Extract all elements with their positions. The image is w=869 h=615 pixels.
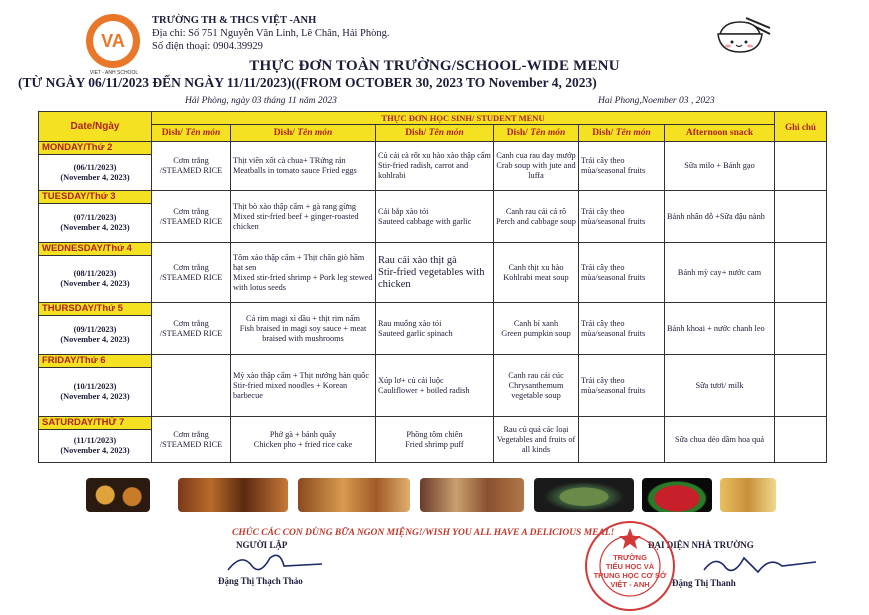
dish-main-line: Thịt viên xốt cà chua+ TRứng rán xyxy=(233,156,346,165)
dish-fruit xyxy=(579,417,665,463)
day-date xyxy=(39,256,152,303)
school-phone: Số điện thoại: 0904.39929 xyxy=(152,41,263,52)
note-cell xyxy=(775,355,827,417)
day-name: MONDAY/Thứ 2 xyxy=(39,142,152,155)
dish-fruit xyxy=(579,243,665,303)
dish-main-line: Tôm xào thập cẩm + Thịt chân giò hầm hạt sen xyxy=(233,252,365,272)
day-name: THURSDAY/Thứ 5 xyxy=(39,303,152,316)
header-note: Ghi chú xyxy=(775,112,827,142)
header-dish-name: Tên món xyxy=(297,128,333,138)
dish-side-line: Củ cải cà rốt xu hào xào thập cẩm xyxy=(378,151,491,160)
dish-soup xyxy=(494,355,579,417)
header-dish-rice xyxy=(152,125,231,142)
header-dish-label: Dish/ xyxy=(405,128,427,138)
day-row-head xyxy=(39,303,827,316)
header-dish-label: Dish/ xyxy=(161,128,183,138)
dish-soup xyxy=(494,142,579,191)
dish-fruit xyxy=(579,303,665,355)
header-dish-label: Dish/ xyxy=(273,128,295,138)
header-dish-label: Dish/ xyxy=(592,128,614,138)
stamp-line: VIỆT - ANH xyxy=(610,580,650,589)
dish-soup-line: Green pumpkin soup xyxy=(501,328,571,338)
dish-snack xyxy=(665,142,775,191)
signer-right-name: Đặng Thị Thanh xyxy=(672,578,736,588)
food-photo-grilled-meat xyxy=(178,478,288,512)
dish-fruit-line: Trái cây theo mùa/seasonal fruits xyxy=(581,318,646,338)
dish-soup xyxy=(494,417,579,463)
dish-rice xyxy=(152,417,231,463)
dish-side-line: Rau cải xào thịt gà xyxy=(378,254,457,266)
dish-side xyxy=(376,303,494,355)
header-dish-fruit xyxy=(579,125,665,142)
signer-right-title: ĐẠI DIỆN NHÀ TRƯỜNG xyxy=(648,540,754,550)
header-dish-soup xyxy=(494,125,579,142)
dish-main-line: Mỳ xào thập cẩm + Thịt nướng hàn quốc xyxy=(233,370,369,380)
dish-main-line: Thịt bò xào thập cẩm + gà rang gừng xyxy=(233,201,356,211)
note-cell xyxy=(775,303,827,355)
day-date-vn: (07/11/2023) xyxy=(73,213,117,222)
day-date xyxy=(39,430,152,463)
dish-fruit-line: Trái cây theo mùa/seasonal fruits xyxy=(581,262,646,282)
dish-soup-line: Canh rau cải cá rô xyxy=(505,206,567,216)
food-photo-watermelon xyxy=(642,478,712,512)
stamp-line: TRƯỜNG xyxy=(613,553,647,562)
day-date xyxy=(39,316,152,355)
dish-soup xyxy=(494,243,579,303)
dish-rice xyxy=(152,243,231,303)
dish-side xyxy=(376,355,494,417)
dish-soup-line: Crab soup with jute and luffa xyxy=(496,161,576,180)
dish-side xyxy=(376,142,494,191)
signature-left xyxy=(222,548,332,578)
dish-soup xyxy=(494,303,579,355)
dish-main-line: Mixed stir-fried beef + ginger-roasted chicken xyxy=(233,211,359,231)
dish-main-line: Chicken pho + fried rice cake xyxy=(253,439,353,449)
dish-soup-line: Kohlrabi meat soup xyxy=(503,272,569,282)
dish-snack xyxy=(665,191,775,243)
day-date-vn: (06/11/2023) xyxy=(73,162,117,172)
dish-side-line: Rau muống xào tỏi xyxy=(378,318,442,328)
dish-rice-en: /STEAMED RICE xyxy=(159,166,223,175)
dish-soup-line: Canh thịt xu hào xyxy=(508,262,564,272)
dish-main xyxy=(231,142,376,191)
dish-fruit xyxy=(579,355,665,417)
dish-rice-vn: Cơm trắng xyxy=(173,262,209,272)
dish-snack xyxy=(665,355,775,417)
day-date-en: (November 4, 2023) xyxy=(60,335,130,344)
dish-side-line: Stir-fried vegetables with chicken xyxy=(378,266,485,290)
day-date-en: (November 4, 2023) xyxy=(60,172,130,182)
dish-soup-line: Vegetables and fruits of all kinds xyxy=(496,434,576,454)
day-date-en: (November 4, 2023) xyxy=(60,223,130,232)
header-row-top xyxy=(39,112,827,125)
food-photo-soup-bowls xyxy=(86,478,150,512)
header-dish-name: Tên món xyxy=(185,128,221,138)
dish-main xyxy=(231,243,376,303)
menu-body xyxy=(39,142,827,463)
dish-side-line: Phồng tôm chiên xyxy=(406,429,463,439)
signer-left-name: Đặng Thị Thạch Thảo xyxy=(218,576,303,586)
signature-right xyxy=(700,550,820,580)
rice-bowl-icon xyxy=(716,14,772,58)
day-date-en: (November 4, 2023) xyxy=(60,446,130,455)
header-student-menu: THỰC ĐƠN HỌC SINH/ STUDENT MENU xyxy=(152,112,775,125)
day-date xyxy=(39,155,152,191)
dish-side-line: Sauteed cabbage with garlic xyxy=(378,216,472,226)
dish-rice-en: /STEAMED RICE xyxy=(159,272,223,282)
dish-main-line: Phở gà + bánh quẩy xyxy=(269,429,337,439)
school-logo-text: VA xyxy=(93,21,133,61)
dish-snack xyxy=(665,303,775,355)
dish-soup xyxy=(494,191,579,243)
menu-table xyxy=(38,111,827,463)
dish-rice-vn: Cơm trắng xyxy=(173,206,209,216)
dish-side-line: Xúp lơ+ củ cải luộc xyxy=(378,375,444,385)
dish-soup-line: Canh cua rau đay mướp xyxy=(496,151,576,160)
page-title: THỰC ĐƠN TOÀN TRƯỜNG/SCHOOL-WIDE MENU xyxy=(249,58,620,74)
dish-side xyxy=(376,417,494,463)
day-date-vn: (11/11/2023) xyxy=(73,436,117,445)
dish-snack-line: Sữa milo + Bánh gạo xyxy=(684,161,755,170)
dish-snack-line: Sữa tươi/ milk xyxy=(695,380,744,390)
dish-soup-line: Canh rau cải cúc xyxy=(508,370,564,380)
dish-snack-line: Bánh mỳ cay+ nước cam xyxy=(677,267,762,277)
day-row-head xyxy=(39,191,827,204)
dish-main-line: Fish braised in magi soy sauce + meat braised with mushrooms xyxy=(239,323,367,343)
dish-soup-line: Canh bí xanh xyxy=(513,318,559,328)
dish-main-line: Mixed stir-fried shrimp + Pork leg stewed with lotus seeds xyxy=(233,272,373,292)
dish-rice xyxy=(152,142,231,191)
dish-rice-vn: Cơm trắng xyxy=(173,318,209,328)
dish-snack-line: Bánh khoai + nước chanh leo xyxy=(667,323,765,333)
day-name: TUESDAY/Thứ 3 xyxy=(39,191,152,204)
header-row-sub xyxy=(39,125,827,142)
dish-rice xyxy=(152,191,231,243)
header-day: Date/Ngày xyxy=(39,112,152,142)
dish-side xyxy=(376,243,494,303)
header-dish-label: Dish/ xyxy=(506,128,528,138)
day-name: FRIDAY/Thứ 6 xyxy=(39,355,152,368)
header-dish-name: Tên món xyxy=(615,128,651,138)
dish-main xyxy=(231,355,376,417)
dish-rice xyxy=(152,303,231,355)
dish-side-line: Stir-fried radish, carrot and kohlrabi xyxy=(378,161,469,180)
dish-rice xyxy=(152,355,231,417)
dish-rice-en: /STEAMED RICE xyxy=(159,328,223,338)
dish-side xyxy=(376,191,494,243)
signer-left-title: NGƯỜI LẬP xyxy=(236,540,288,550)
dish-soup-line: Rau củ quả các loại xyxy=(503,424,569,434)
food-photo-noodles xyxy=(298,478,410,512)
header-dish-name: Tên món xyxy=(530,128,566,138)
dish-side-line: Cauliflower + boiled radish xyxy=(378,385,470,395)
header-dish-main xyxy=(231,125,376,142)
header-snack: Afternoon snack xyxy=(665,125,775,142)
dish-fruit xyxy=(579,142,665,191)
page-subtitle: (TỪ NGÀY 06/11/2023 ĐẾN NGÀY 11/11/2023)((FROM OCTOBER 30, 2023 TO November 4, 2023) xyxy=(18,75,597,90)
day-date-vn: (08/11/2023) xyxy=(73,269,117,278)
dish-main-line: Stir-fried mixed noodles + Korean barbecue xyxy=(233,380,348,400)
day-date-vn: (09/11/2023) xyxy=(73,325,117,334)
dish-side-line: Fried shrimp puff xyxy=(405,439,464,449)
note-cell xyxy=(775,191,827,243)
dish-main xyxy=(231,303,376,355)
header-dish-side xyxy=(376,125,494,142)
header-dish-name: Tên món xyxy=(428,128,464,138)
day-name: SATURDAY/THỨ 7 xyxy=(39,417,152,430)
dish-side-line: Sauteed garlic spinach xyxy=(378,328,453,338)
dish-snack xyxy=(665,243,775,303)
day-date-vn: (10/11/2023) xyxy=(73,382,117,391)
date-english: Hai Phong,Noember 03 , 2023 xyxy=(598,96,715,106)
school-name: TRƯỜNG TH & THCS VIỆT -ANH xyxy=(152,15,317,26)
dish-main xyxy=(231,417,376,463)
food-photo-vegetable-soup xyxy=(534,478,634,512)
dish-soup-line: Chrysanthemum vegetable soup xyxy=(508,380,564,400)
day-row-head xyxy=(39,142,827,155)
dish-main xyxy=(231,191,376,243)
dish-snack-line: Sữa chua dẻo dầm hoa quả xyxy=(674,434,765,444)
dish-fruit-line: Trái cây theo mùa/seasonal fruits xyxy=(581,156,646,175)
dish-snack xyxy=(665,417,775,463)
dish-fruit-line: Trái cây theo mùa/seasonal fruits xyxy=(581,375,646,395)
date-vietnamese: Hải Phòng, ngày 03 tháng 11 năm 2023 xyxy=(185,96,337,106)
day-date-en: (November 4, 2023) xyxy=(60,392,130,401)
note-cell xyxy=(775,243,827,303)
dish-rice-en: /STEAMED RICE xyxy=(159,439,223,449)
dish-rice-vn: Cơm trắng xyxy=(173,156,209,165)
food-photo-dessert xyxy=(720,478,776,512)
day-name: WEDNESDAY/Thứ 4 xyxy=(39,243,152,256)
stamp-line: TIỂU HỌC VÀ xyxy=(605,562,655,571)
school-info xyxy=(152,14,390,53)
day-date xyxy=(39,368,152,417)
dish-side-line: Cải bắp xào tỏi xyxy=(378,206,429,216)
food-photo-platter xyxy=(420,478,524,512)
day-row-head xyxy=(39,355,827,368)
dish-rice-vn: Cơm trắng xyxy=(173,429,209,439)
school-address: Địa chỉ: Số 751 Nguyễn Văn Linh, Lê Chân, Hải Phòng. xyxy=(152,28,390,39)
day-date-en: (November 4, 2023) xyxy=(60,279,130,288)
dish-fruit xyxy=(579,191,665,243)
stamp-text xyxy=(594,553,667,589)
dish-fruit-line: Trái cây theo mùa/seasonal fruits xyxy=(581,206,646,226)
dish-main-line: Cá rim magi xì dầu + thịt rim nấm xyxy=(246,313,360,323)
closing-wish: CHÚC CÁC CON DÙNG BỮA NGON MIỆNG!/WISH YOU ALL HAVE A DELICIOUS MEAL! xyxy=(232,528,615,538)
school-stamp xyxy=(582,518,678,614)
note-cell xyxy=(775,417,827,463)
day-date xyxy=(39,204,152,243)
stamp-line: TRUNG HỌC CƠ SỞ xyxy=(593,571,667,580)
dish-main-line: Meatballs in tomato sauce Fried eggs xyxy=(233,166,357,175)
dish-snack-line: Bánh nhân đỗ +Sữa đậu nành xyxy=(667,211,765,221)
dish-rice-en: /STEAMED RICE xyxy=(159,216,223,226)
day-row-head xyxy=(39,243,827,256)
dish-soup-line: Perch and cabbage soup xyxy=(496,216,576,226)
note-cell xyxy=(775,142,827,191)
day-row-head xyxy=(39,417,827,430)
food-photo-strip xyxy=(86,478,776,514)
school-logo-caption: VIET - ANH SCHOOL xyxy=(89,70,139,76)
